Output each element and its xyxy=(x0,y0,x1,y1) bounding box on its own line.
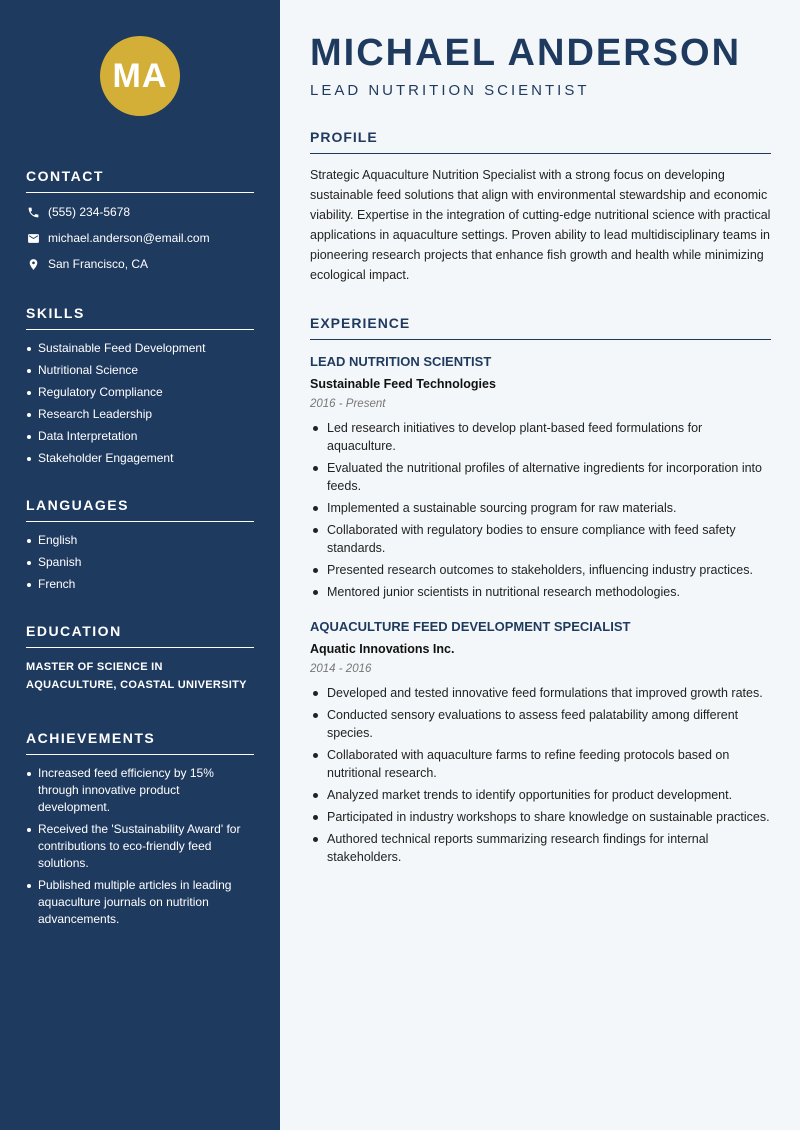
phone-icon xyxy=(26,205,40,219)
skills-section xyxy=(26,305,254,467)
achievements-list xyxy=(26,765,254,928)
job-bullet: Led research initiatives to develop plant-based feed formulations for aquaculture. xyxy=(310,419,771,455)
skill-item: Nutritional Science xyxy=(26,362,254,379)
achievement-item: Received the 'Sustainability Award' for contributions to eco-friendly feed solutions. xyxy=(26,821,254,872)
languages-section xyxy=(26,497,254,593)
skill-item: Stakeholder Engagement xyxy=(26,450,254,467)
main-content xyxy=(280,0,800,1130)
achievements-heading: ACHIEVEMENTS xyxy=(26,730,254,755)
job-bullet: Developed and tested innovative feed formulations that improved growth rates. xyxy=(310,684,771,702)
languages-heading: LANGUAGES xyxy=(26,497,254,522)
education-section xyxy=(26,623,254,694)
contact-phone xyxy=(26,205,254,219)
job-bullet: Collaborated with regulatory bodies to ensure compliance with feed safety standards. xyxy=(310,521,771,557)
education-heading: EDUCATION xyxy=(26,623,254,648)
job-bullet: Collaborated with aquaculture farms to refine feeding protocols based on nutritional research. xyxy=(310,746,771,782)
languages-list xyxy=(26,532,254,593)
job-entry xyxy=(310,619,771,866)
job-bullets xyxy=(310,684,771,866)
language-item: Spanish xyxy=(26,554,254,571)
job-bullet: Implemented a sustainable sourcing program for raw materials. xyxy=(310,499,771,517)
skill-item: Data Interpretation xyxy=(26,428,254,445)
avatar: MA xyxy=(100,36,180,116)
achievement-item: Increased feed efficiency by 15% through innovative product development. xyxy=(26,765,254,816)
job-bullet: Analyzed market trends to identify opportunities for product development. xyxy=(310,786,771,804)
profile-section xyxy=(310,129,771,285)
job-bullet: Mentored junior scientists in nutritional research methodologies. xyxy=(310,583,771,601)
skill-item: Research Leadership xyxy=(26,406,254,423)
skill-item: Regulatory Compliance xyxy=(26,384,254,401)
skills-heading: SKILLS xyxy=(26,305,254,330)
sidebar xyxy=(0,0,280,1130)
job-dates: 2014 - 2016 xyxy=(310,663,372,675)
job-title: AQUACULTURE FEED DEVELOPMENT SPECIALIST xyxy=(310,619,631,634)
job-bullet: Evaluated the nutritional profiles of alternative ingredients for incorporation into feeds. xyxy=(310,459,771,495)
skill-item: Sustainable Feed Development xyxy=(26,340,254,357)
job-company: Aquatic Innovations Inc. xyxy=(310,642,455,656)
candidate-title: LEAD NUTRITION SCIENTIST xyxy=(310,82,590,99)
experience-heading: EXPERIENCE xyxy=(310,315,771,340)
job-bullet: Authored technical reports summarizing research findings for internal stakeholders. xyxy=(310,830,771,866)
job-bullet: Conducted sensory evaluations to assess feed palatability among different species. xyxy=(310,706,771,742)
language-item: English xyxy=(26,532,254,549)
skills-list xyxy=(26,340,254,467)
education-degree: MASTER OF SCIENCE IN AQUACULTURE, COASTAL UNIVERSITY xyxy=(26,661,247,691)
profile-heading: PROFILE xyxy=(310,129,771,154)
email-text: michael.anderson@email.com xyxy=(48,231,210,245)
profile-text: Strategic Aquaculture Nutrition Specialist with a strong focus on developing sustainable feed solutions that align with environmental stewardship and economic viability. Expertise in the integration of cutting-edge nutritional science with practical applications in aquaculture settings. Proven ability to lead multidisciplinary teams in pioneering research projects that enhance fish growth and health while minimizing ecological impact. xyxy=(310,168,771,282)
achievement-item: Published multiple articles in leading aquaculture journals on nutrition advancements. xyxy=(26,877,254,928)
contact-heading: CONTACT xyxy=(26,168,254,193)
location-pin-icon xyxy=(26,257,40,271)
job-bullet: Participated in industry workshops to share knowledge on sustainable practices. xyxy=(310,808,771,826)
job-bullet: Presented research outcomes to stakeholders, influencing industry practices. xyxy=(310,561,771,579)
candidate-name: MICHAEL ANDERSON xyxy=(310,32,742,74)
contact-section xyxy=(26,168,254,271)
job-bullets xyxy=(310,419,771,601)
job-title: LEAD NUTRITION SCIENTIST xyxy=(310,354,492,369)
job-company: Sustainable Feed Technologies xyxy=(310,377,496,391)
experience-section xyxy=(310,315,771,866)
achievements-section xyxy=(26,730,254,928)
job-dates: 2016 - Present xyxy=(310,398,386,410)
phone-text: (555) 234-5678 xyxy=(48,205,131,219)
language-item: French xyxy=(26,576,254,593)
email-icon xyxy=(26,231,40,245)
location-text: San Francisco, CA xyxy=(48,257,149,271)
contact-email xyxy=(26,231,254,245)
contact-location xyxy=(26,257,254,271)
job-entry xyxy=(310,354,771,601)
